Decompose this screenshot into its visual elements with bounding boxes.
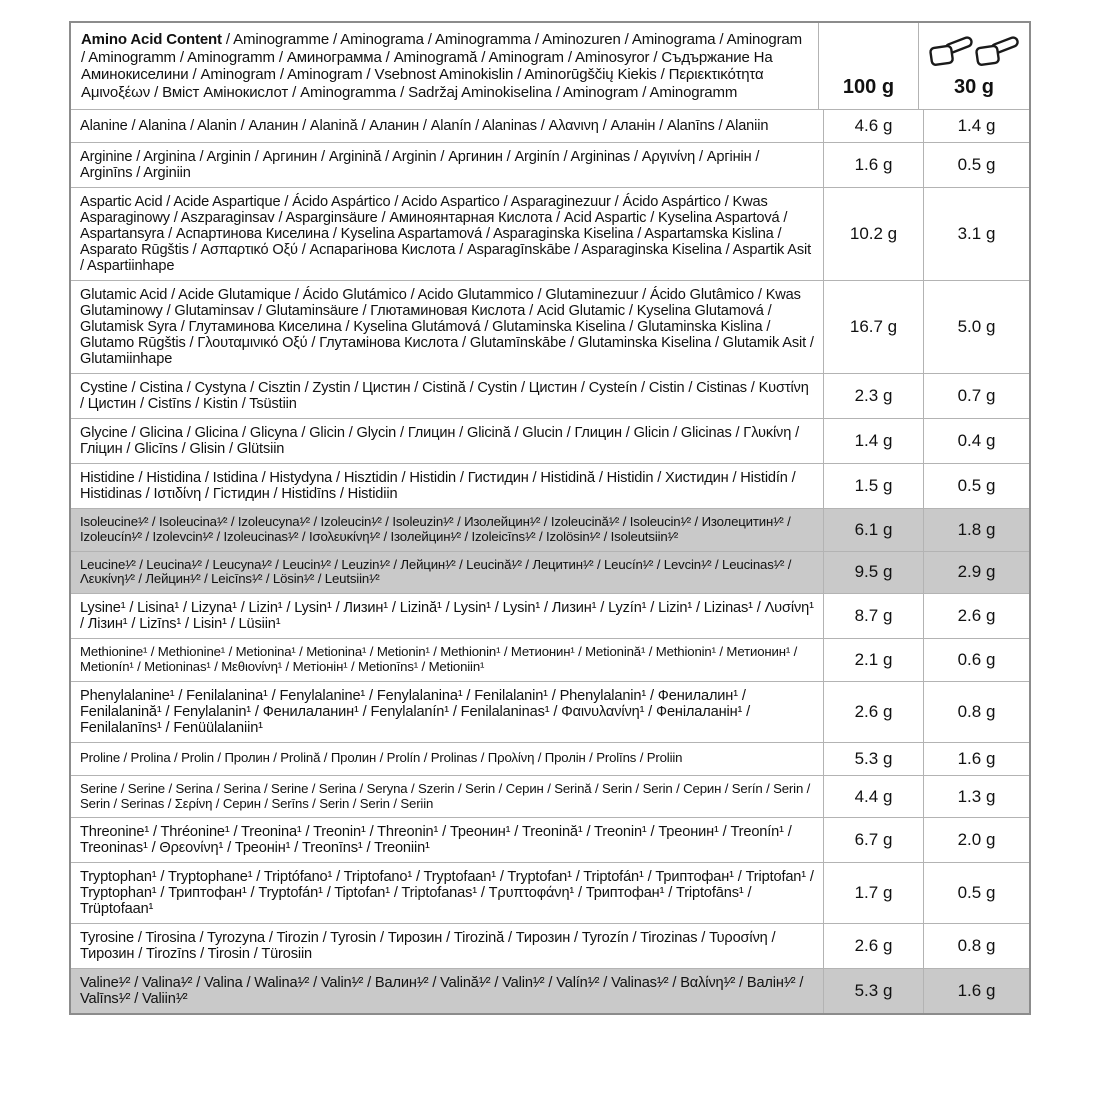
table-row-tyrosine: [71, 923, 1029, 968]
amino-acid-names: Histidine / Histidina / Istidina / Histydyna / Hisztidin / Histidin / Гистидин / Histidină / Histidin / Хистидин / Histidín / Histidinas / Ιστιδίνη / Гістидин / Histidīns / Histidiin: [80, 470, 796, 502]
table-row-proline: [71, 742, 1029, 775]
table-row-glycine: [71, 418, 1029, 463]
table-row-methionine: [71, 638, 1029, 681]
value-per-100g: 2.1 g: [823, 639, 923, 681]
value-per-100g: 8.7 g: [823, 594, 923, 638]
value-per-100g: 10.2 g: [823, 188, 923, 280]
table-row-isoleucine: [71, 508, 1029, 551]
amino-acid-table: [69, 21, 1031, 1015]
value-per-100g: 2.6 g: [823, 682, 923, 742]
value-per-100g: 1.6 g: [823, 143, 923, 187]
value-per-30g: 1.6 g: [923, 969, 1029, 1013]
value-per-30g: 0.7 g: [923, 374, 1029, 418]
amino-acid-names: Tryptophan¹ / Tryptophane¹ / Triptófano¹ / Triptofano¹ / Tryptofaan¹ / Tryptofan¹ / Triptofán¹ / Триптофан¹ / Triptofan¹ / Tryptophan¹ / Триптофан¹ / Tryptofán¹ / Tiptofan¹ / Triptofanas¹ / Τρυπτοφάνη¹ / Триптофан¹ / Triptofāns¹ / Trüptofaan¹: [80, 869, 814, 918]
value-per-30g: 2.6 g: [923, 594, 1029, 638]
table-row-alanine: [71, 109, 1029, 142]
table-row-valine: [71, 968, 1029, 1013]
table-title-bold: Amino Acid Content: [81, 31, 222, 48]
table-row-arginine: [71, 142, 1029, 187]
value-per-100g: 5.3 g: [823, 743, 923, 775]
value-per-100g: 6.1 g: [823, 509, 923, 551]
table-row-phenylalanine: [71, 681, 1029, 742]
amino-acid-names: Tyrosine / Tirosina / Tyrozyna / Tirozin / Tyrosin / Тирозин / Tirozină / Тирозин / Tyrozín / Tirozinas / Τυροσίνη / Тирозин / Tirozīns / Tirosin / Türosiin: [80, 930, 776, 963]
amino-acid-names: Valine¹⁄² / Valina¹⁄² / Valina / Walina¹⁄² / Valin¹⁄² / Валин¹⁄² / Valină¹⁄² / Valin¹⁄² / Valín¹⁄² / Valinas¹⁄² / Βαλίνη¹⁄² / Валін¹⁄² / Valīns¹⁄² / Valiin¹⁄²: [80, 975, 804, 1008]
scoop-icon: [928, 34, 974, 68]
amino-acid-names: Phenylalanine¹ / Fenilalanina¹ / Fenylalanine¹ / Fenylalanina¹ / Fenilalanin¹ / Phenylalanin¹ / Фенилалин¹ / Fenilalanină¹ / Fenylalanin¹ / Фенилаланин¹ / Fenylalanín¹ / Fenilalaninas¹ / Φαινυλανίνη¹ / Фенілаланін¹ / Fenilalanīns¹ / Fenüülalaniin¹: [80, 687, 750, 736]
table-row-tryptophan: [71, 862, 1029, 923]
amino-acid-names: Threonine¹ / Thréonine¹ / Treonina¹ / Treonin¹ / Threonin¹ / Треонин¹ / Treonină¹ / Treonin¹ / Треонин¹ / Treonín¹ / Treoninas¹ / Θρεονίνη¹ / Треонін¹ / Treonīns¹ / Treoniin¹: [80, 824, 792, 857]
amino-acid-names: Lysine¹ / Lisina¹ / Lizyna¹ / Lizin¹ / Lysin¹ / Лизин¹ / Lizină¹ / Lysin¹ / Lysin¹ / Лизин¹ / Lyzín¹ / Lizin¹ / Lizinas¹ / Λυσίνη¹ / Лізин¹ / Lizīns¹ / Lisin¹ / Lüsiin¹: [80, 600, 814, 633]
value-per-100g: 1.4 g: [823, 419, 923, 463]
value-per-30g: 0.5 g: [923, 143, 1029, 187]
amino-acid-names: Aspartic Acid / Acide Aspartique / Ácido Aspártico / Acido Aspartico / Asparaginezuur / Ácido Aspártico / Kwas Asparaginowy / Aszparaginsav / Asparginsäure / Аминоянтарная Кислота / Acid Aspartic / Kyselina Aspartová / Aspartansyra / Аспартинова Киселина / Kyselina Aspartamová / Asparaginska Kiselina / Aspartamska Kislina / Asparato Rūgštis / Ασπαρτικό Οξύ / Аспарагінова Кислота / Asparagīnskābe / Asparaginska Kiselina / Aspartik Asit / Aspartiinhape: [80, 194, 812, 274]
value-per-100g: 1.5 g: [823, 464, 923, 508]
scoop-icons: [928, 34, 1020, 68]
value-per-100g: 4.4 g: [823, 776, 923, 818]
value-per-30g: 3.1 g: [923, 188, 1029, 280]
value-per-30g: 0.6 g: [923, 639, 1029, 681]
column-header-100g: [818, 23, 918, 109]
table-header-row: [71, 23, 1029, 109]
amino-acid-names: Proline / Prolina / Prolin / Пролин / Prolină / Пролин / Prolín / Prolinas / Προλίνη / Пролін / Prolīns / Proliin: [80, 750, 683, 766]
table-row-cystine: [71, 373, 1029, 418]
table-title-translations: / Aminogramme / Aminograma / Aminogramma / Aminozuren / Aminograma / Aminogram / Aminogramm / Aminogramm / Аминограмма / Aminogramă / Aminogram / Aminosyror / Съдържание На Аминокиселини / Aminogram / Aminogram / Vsebnost Aminokislin / Aminorūgščių Kiekis / Περιεκτικότητα Αμινοξέων / Вміст Амінокислот / Aminogramma / Sadržaj Aminokiselina / Aminogram / Aminogramm: [81, 31, 802, 101]
table-row-threonine: [71, 817, 1029, 862]
value-per-30g: 2.0 g: [923, 818, 1029, 862]
value-per-30g: 5.0 g: [923, 281, 1029, 373]
value-per-30g: 1.6 g: [923, 743, 1029, 775]
value-per-30g: 0.5 g: [923, 464, 1029, 508]
table-row-histidine: [71, 463, 1029, 508]
amino-acid-names: Glycine / Glicina / Glicina / Glicyna / Glicin / Glycin / Глицин / Glicină / Glucin / Глицин / Glicin / Glicinas / Γλυκίνη / Гліцин / Glicīns / Glisin / Glütsiin: [80, 425, 799, 457]
value-per-30g: 1.4 g: [923, 110, 1029, 142]
value-per-100g: 6.7 g: [823, 818, 923, 862]
value-per-100g: 1.7 g: [823, 863, 923, 923]
value-per-30g: 0.8 g: [923, 682, 1029, 742]
amino-acid-names: Leucine¹⁄² / Leucina¹⁄² / Leucyna¹⁄² / Leucin¹⁄² / Leuzin¹⁄² / Лейцин¹⁄² / Leucină¹⁄² / Лецитин¹⁄² / Leucín¹⁄² / Levcin¹⁄² / Leucinas¹⁄² / Λευκίνη¹⁄² / Лейцин¹⁄² / Leicīns¹⁄² / Lösin¹⁄² / Leutsiin¹⁄²: [80, 556, 792, 587]
value-per-100g: 2.3 g: [823, 374, 923, 418]
value-per-30g: 0.4 g: [923, 419, 1029, 463]
value-per-100g: 16.7 g: [823, 281, 923, 373]
value-per-100g: 5.3 g: [823, 969, 923, 1013]
amino-acid-names: Arginine / Arginina / Arginin / Аргинин / Arginină / Arginin / Аргинин / Arginín / Argininas / Αργινίνη / Аргінін / Arginīns / Arginiin: [80, 149, 760, 181]
amino-acid-names: Isoleucine¹⁄² / Isoleucina¹⁄² / Izoleucyna¹⁄² / Izoleucin¹⁄² / Isoleuzin¹⁄² / Изолейцин¹⁄² / Izoleucină¹⁄² / Isoleucin¹⁄² / Изолецитин¹⁄² / Izoleucín¹⁄² / Izolevcin¹⁄² / Izoleucinas¹⁄² / Ισολευκίνη¹⁄² / Ізолейцин¹⁄² / Izoleicīns¹⁄² / Izolösin¹⁄² / Isoleutsiin¹⁄²: [80, 514, 791, 544]
value-per-30g: 1.8 g: [923, 509, 1029, 551]
table-row-lysine: [71, 593, 1029, 638]
value-per-30g: 0.8 g: [923, 924, 1029, 968]
value-per-30g: 0.5 g: [923, 863, 1029, 923]
value-per-100g: 4.6 g: [823, 110, 923, 142]
table-row-leucine: [71, 551, 1029, 594]
value-per-30g: 1.3 g: [923, 776, 1029, 818]
table-row-serine: [71, 775, 1029, 818]
column-header-30g: [918, 23, 1029, 109]
table-row-glutamic-acid: [71, 280, 1029, 373]
table-title: [71, 23, 818, 109]
amino-acid-names: Methionine¹ / Methionine¹ / Metionina¹ / Metionina¹ / Metionin¹ / Methionin¹ / Метионин¹ / Metionină¹ / Methionin¹ / Метионин¹ / Metionín¹ / Metioninas¹ / Μεθιονίνη¹ / Метіонін¹ / Metionīns¹ / Metioniin¹: [80, 644, 798, 674]
column-header-100g-label: 100 g: [842, 76, 895, 98]
value-per-100g: 9.5 g: [823, 552, 923, 594]
amino-acid-names: Cystine / Cistina / Cystyna / Cisztin / Zystin / Цистин / Cistină / Cystin / Цистин / Cysteín / Cistin / Cistinas / Κυστίνη / Цистин / Cistīns / Kistin / Tsüstiin: [80, 380, 809, 412]
amino-acid-names: Serine / Serine / Serina / Serina / Serine / Serina / Seryna / Szerin / Serin / Серин / Serină / Serin / Serin / Серин / Serín / Serin / Serin / Serinas / Σερίνη / Серин / Serīns / Serin / Serin / Seriin: [80, 780, 811, 811]
table-row-aspartic-acid: [71, 187, 1029, 280]
amino-acid-names: Glutamic Acid / Acide Glutamique / Ácido Glutámico / Acido Glutammico / Glutaminezuur / Ácido Glutâmico / Kwas Glutaminowy / Glutaminsav / Glutaminsäure / Глютаминовая Кислота / Acid Glutamic / Kyselina Glutamová / Glutamisk Syra / Глутаминова Киселина / Kyselina Glutámová / Glutaminska Kiselina / Glutaminska Kislina / Glutamo Rūgštis / Γλουταμινικό Οξύ / Глутамінова Кислота / Glutamīnskābe / Glutaminska Kiselina / Glutamik Asit / Glutamiinhape: [80, 287, 814, 367]
value-per-30g: 2.9 g: [923, 552, 1029, 594]
value-per-100g: 2.6 g: [823, 924, 923, 968]
scoop-icon: [974, 34, 1020, 68]
amino-acid-names: Alanine / Alanina / Alanin / Аланин / Alanină / Аланин / Alanín / Alaninas / Αλανινη / Аланін / Alanīns / Alaniin: [80, 118, 769, 134]
column-header-30g-label: 30 g: [953, 76, 995, 98]
